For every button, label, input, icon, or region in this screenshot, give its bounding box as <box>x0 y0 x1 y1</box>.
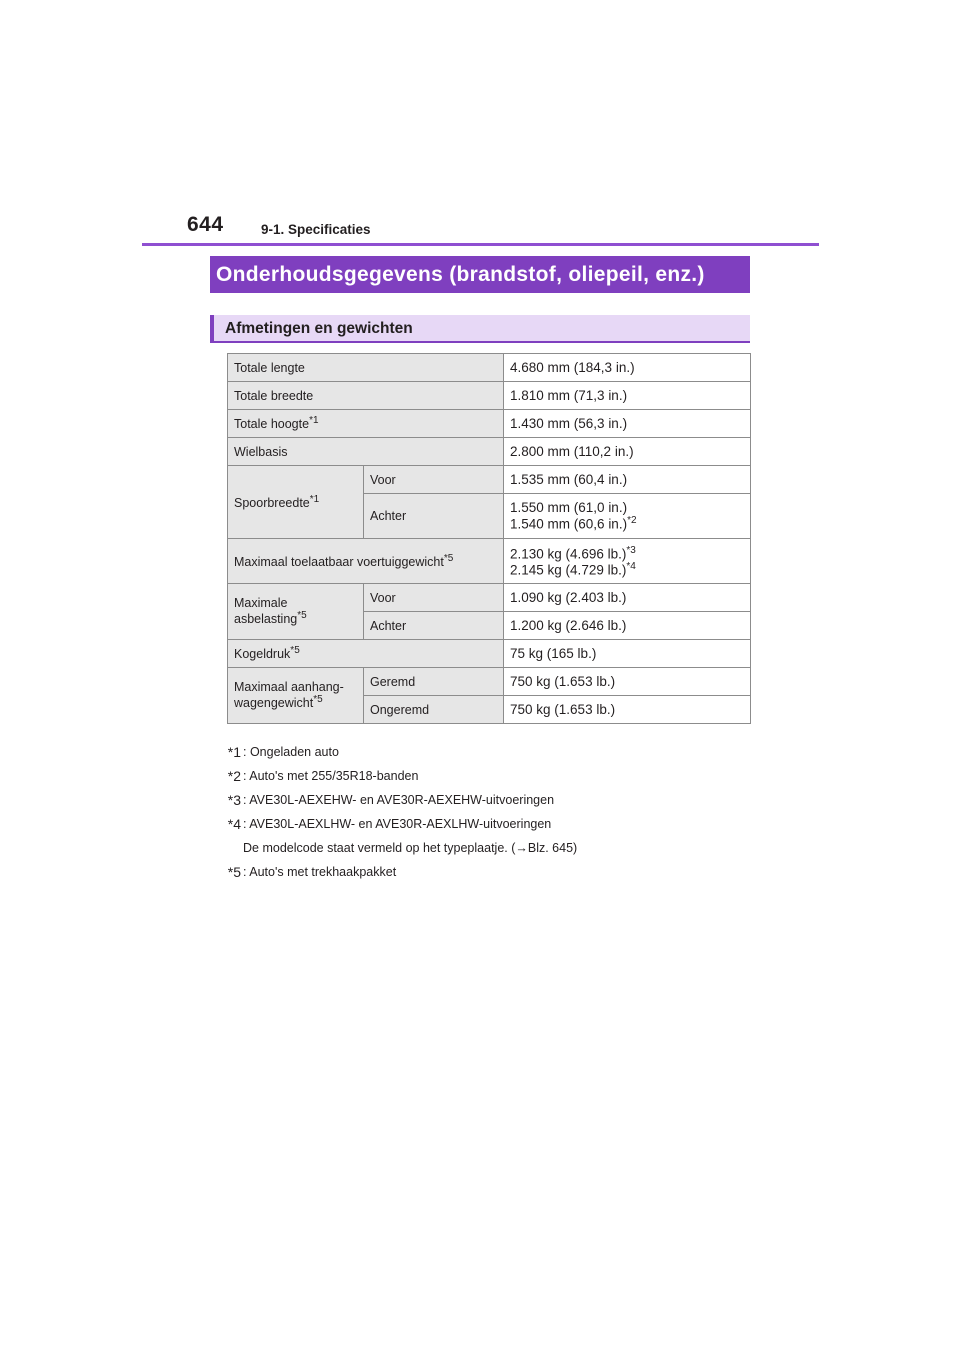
total-height-label: Totale hoogte <box>234 417 310 432</box>
chapter-title: 9-1. Specificaties <box>261 222 371 237</box>
footnotes <box>215 742 775 886</box>
coupling-cell <box>228 640 504 668</box>
gvw-label: Maximaal toelaatbaar voertuiggewicht <box>234 555 444 570</box>
header-divider <box>142 243 819 246</box>
table-row <box>228 584 751 612</box>
gvw-value <box>504 539 751 584</box>
axle-label-1: Maximale <box>234 596 288 611</box>
axle-label-2: asbelasting <box>234 612 298 627</box>
track-rear-label: Achter <box>364 494 504 539</box>
footnote-mark: *5 <box>290 645 300 657</box>
footnote-mark: *3 <box>626 544 636 556</box>
track-cell <box>228 466 364 539</box>
axle-front-value: 1.090 kg (2.403 lb.) <box>504 584 751 612</box>
track-front-label: Voor <box>364 466 504 494</box>
total-width-label: Totale breedte <box>228 382 504 410</box>
track-label: Spoorbreedte <box>234 496 310 511</box>
footnote-text: : Auto's met trekhaakpakket <box>243 865 397 879</box>
footnote-mark: *4 <box>626 561 636 572</box>
footnote-mark: *2 <box>227 768 241 784</box>
table-row <box>228 382 751 410</box>
footnote-text: : AVE30L-AEXLHW- en AVE30R-AEXLHW-uitvoeringen <box>243 817 552 831</box>
table-row <box>228 354 751 382</box>
footnote <box>215 814 775 838</box>
footnote-mark: *2 <box>627 515 637 527</box>
axle-rear-value: 1.200 kg (2.646 lb.) <box>504 612 751 640</box>
table-row <box>228 539 751 584</box>
trailer-braked-value: 750 kg (1.653 lb.) <box>504 668 751 696</box>
footnote-text: De modelcode staat vermeld op het typeplaatje. (→Blz. 645) <box>243 841 578 855</box>
trailer-braked-label: Geremd <box>364 668 504 696</box>
track-rear-value-2: 1.540 mm (60,6 in.) <box>510 516 628 532</box>
footnote <box>215 838 775 862</box>
axle-rear-label: Achter <box>364 612 504 640</box>
trailer-label-2: wagengewicht <box>234 696 314 711</box>
subsection-title: Afmetingen en gewichten <box>210 315 750 343</box>
track-front-value: 1.535 mm (60,4 in.) <box>504 466 751 494</box>
footnote <box>215 862 775 886</box>
footnote-mark: *1 <box>309 415 319 427</box>
gvw-cell <box>228 539 504 584</box>
track-rear-value-1: 1.550 mm (61,0 in.) <box>510 500 628 516</box>
footnote-text: : AVE30L-AEXEHW- en AVE30R-AEXEHW-uitvoeringen <box>243 793 555 807</box>
footnote-mark: *3 <box>227 792 241 808</box>
footnote-mark: *1 <box>309 493 320 505</box>
page-number: 644 <box>187 213 224 236</box>
footnote-text: : Auto's met 255/35R18-banden <box>243 769 419 783</box>
total-width-value: 1.810 mm (71,3 in.) <box>504 382 751 410</box>
trailer-cell <box>228 668 364 724</box>
footnote-text: : Ongeladen auto <box>243 745 339 759</box>
coupling-value: 75 kg (165 lb.) <box>504 640 751 668</box>
trailer-unbraked-label: Ongeremd <box>364 696 504 724</box>
total-length-value: 4.680 mm (184,3 in.) <box>504 354 751 382</box>
table-row <box>228 668 751 696</box>
total-length-label: Totale lengte <box>228 354 504 382</box>
section-title: Onderhoudsgegevens (brandstof, oliepeil, enz.) <box>210 256 750 293</box>
coupling-label: Kogeldruk <box>234 647 291 662</box>
table-row <box>228 438 751 466</box>
table-row <box>228 640 751 668</box>
footnote <box>215 742 775 766</box>
total-height-cell <box>228 410 504 438</box>
total-height-value: 1.430 mm (56,3 in.) <box>504 410 751 438</box>
trailer-unbraked-value: 750 kg (1.653 lb.) <box>504 696 751 724</box>
table-row <box>228 410 751 438</box>
wheelbase-value: 2.800 mm (110,2 in.) <box>504 438 751 466</box>
footnote-mark: *5 <box>227 864 241 880</box>
gvw-value-1: 2.130 kg (4.696 lb.) <box>510 546 627 561</box>
footnote <box>215 766 775 790</box>
wheelbase-label: Wielbasis <box>228 438 504 466</box>
axle-front-label: Voor <box>364 584 504 612</box>
table-row <box>228 466 751 494</box>
trailer-label-1: Maximaal aanhang- <box>234 680 344 695</box>
track-rear-value <box>504 494 751 539</box>
axle-cell <box>228 584 364 640</box>
footnote-mark: *5 <box>313 694 323 706</box>
dimensions-table <box>227 353 751 724</box>
footnote-mark: *5 <box>443 552 454 564</box>
footnote-mark: *5 <box>297 610 307 622</box>
gvw-value-2: 2.145 kg (4.729 lb.) <box>510 562 627 578</box>
footnote <box>215 790 775 814</box>
footnote-mark: *1 <box>227 744 241 760</box>
footnote-mark: *4 <box>227 816 241 832</box>
